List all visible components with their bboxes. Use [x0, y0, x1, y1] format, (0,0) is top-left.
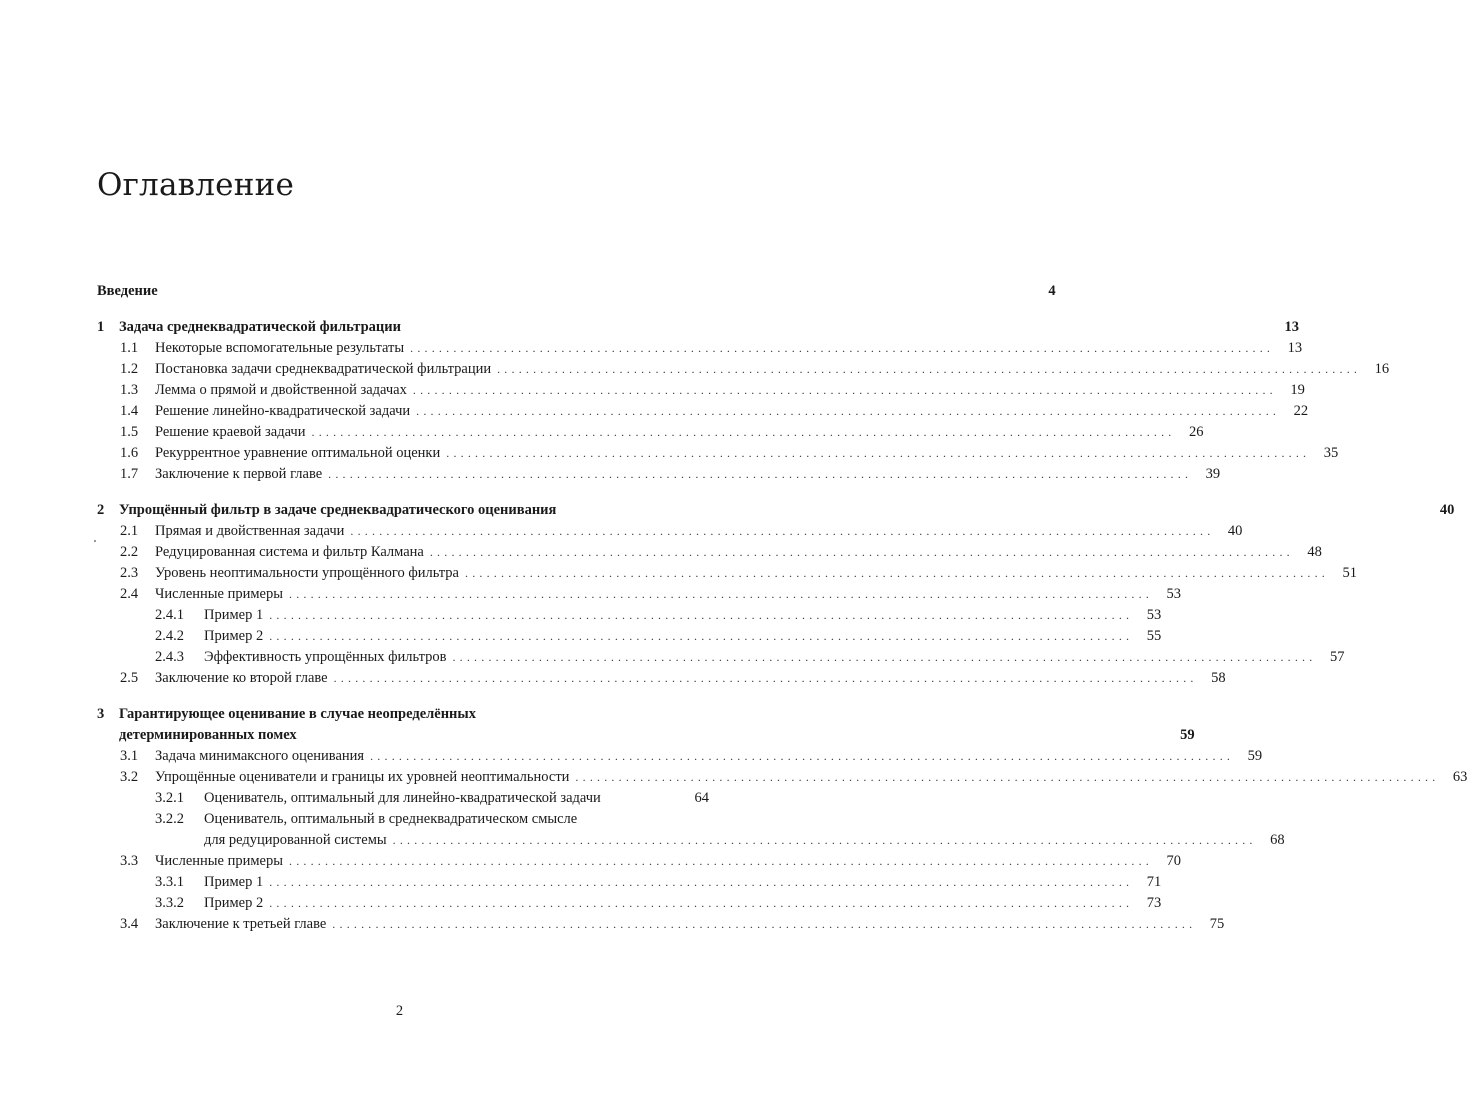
toc-entry-number: 3.2.1: [155, 790, 184, 806]
leader-dots: ........................................................................................................................: [269, 896, 1134, 910]
toc-entry-number: 1: [97, 319, 105, 335]
toc-entry-page: 75: [1209, 916, 1225, 932]
toc-entry-number: 1.1: [120, 340, 139, 356]
toc-entry-subsection[interactable]: [97, 872, 1162, 892]
toc-entry-page: 13: [1287, 340, 1303, 356]
toc-entry-page: 35: [1323, 445, 1339, 461]
toc-entry-number: 3.2.2: [155, 811, 184, 827]
toc-entry-subsection[interactable]: [97, 788, 709, 808]
toc-entry-page: 13: [1284, 319, 1299, 335]
toc-entry-label: Оцениватель, оптимальный в среднеквадратическом смысле: [204, 811, 578, 827]
toc-entry-page: 59: [1180, 727, 1195, 743]
toc-entry-label: Лемма о прямой и двойственной задачах: [155, 382, 407, 398]
toc-entry-section[interactable]: [97, 542, 1322, 562]
toc-entry-label: Заключение ко второй главе: [155, 670, 328, 686]
toc-entry-label: Рекуррентное уравнение оптимальной оценки: [155, 445, 441, 461]
toc-entry-page: 59: [1247, 748, 1263, 764]
toc-entry-label: Эффективность упрощённых фильтров: [204, 649, 447, 665]
toc-entry-page: 63: [1452, 769, 1467, 785]
toc-entry-label: Решение краевой задачи: [155, 424, 306, 440]
leader-dots: ........................................................................................................................: [289, 587, 1153, 601]
toc-entry-label: Задача среднеквадратической фильтрации: [119, 319, 401, 335]
toc-entry-label: Пример 1: [204, 607, 264, 623]
leader-dots: ........................................................................................................................: [332, 917, 1197, 931]
toc-entry-section[interactable]: [97, 380, 1305, 400]
toc-entry-label: Численные примеры: [155, 853, 283, 869]
page-title: Оглавление: [97, 167, 294, 203]
toc-entry-label: Некоторые вспомогательные результаты: [155, 340, 405, 356]
leader-dots: ........................................................................................................................: [269, 629, 1134, 643]
leader-dots: ........................................................................................................................: [269, 875, 1134, 889]
toc-entry-section[interactable]: [97, 851, 1181, 871]
toc-entry-label: Пример 2: [204, 628, 264, 644]
leader-dots: ........................................................................................................................: [370, 749, 1235, 763]
toc-entry-label: Гарантирующее оценивание в случае неопределённых: [119, 706, 476, 722]
toc-entry-number: 1.7: [120, 466, 139, 482]
toc-entry-number: 3.2: [120, 769, 139, 785]
toc-entry-label: для редуцированной системы: [204, 832, 387, 848]
toc-entry-number: 2.5: [120, 670, 139, 686]
toc-entry-section[interactable]: [97, 746, 1263, 766]
toc-entry-number: 3.3.1: [155, 874, 184, 890]
toc-entry-label: детерминированных помех: [119, 727, 297, 743]
leader-dots: ........................................................................................................................: [269, 608, 1134, 622]
toc-entry-section[interactable]: [97, 422, 1204, 442]
toc-entry-section[interactable]: [97, 767, 1467, 787]
leader-dots: ........................................................................................................................: [416, 404, 1281, 418]
toc-entry-number: 2.4.2: [155, 628, 184, 644]
toc-entry-page: 40: [1439, 502, 1455, 518]
toc-entry-label: Введение: [97, 283, 158, 299]
toc-entry-page: 68: [1270, 832, 1285, 848]
toc-entry-chapter-3-continued[interactable]: [97, 725, 1195, 745]
toc-entry-page: 51: [1342, 565, 1357, 581]
toc-entry-number: 2: [97, 502, 105, 518]
toc-entry-introduction[interactable]: [97, 281, 1056, 301]
toc-entry-number: 3.3.2: [155, 895, 184, 911]
toc-entry-page: 16: [1374, 361, 1390, 377]
page-number: 2: [395, 1003, 404, 1019]
toc-entry-subsection[interactable]: [97, 605, 1162, 625]
toc-entry-number: 1.5: [120, 424, 139, 440]
toc-entry-number: 1.4: [120, 403, 139, 419]
leader-dots: ........................................................................................................................: [328, 467, 1193, 481]
toc-entry-section[interactable]: [97, 521, 1243, 541]
toc-entry-label: Упрощённые оцениватели и границы их уровней неоптимальности: [155, 769, 570, 785]
toc-entry-subsection[interactable]: [97, 809, 709, 829]
toc-entry-subsection[interactable]: [97, 626, 1162, 646]
toc-entry-label: Прямая и двойственная задачи: [155, 523, 345, 539]
scan-speck: [94, 540, 96, 542]
toc-entry-label: Упрощённый фильтр в задаче среднеквадратического оценивания: [119, 502, 557, 518]
toc-entry-page: 40: [1227, 523, 1243, 539]
toc-entry-number: 2.1: [120, 523, 139, 539]
toc-entry-page: 55: [1146, 628, 1162, 644]
toc-entry-chapter-2[interactable]: [97, 500, 1455, 520]
toc-entry-section[interactable]: [97, 464, 1221, 484]
toc-entry-page: 71: [1146, 874, 1162, 890]
toc-entry-section[interactable]: [97, 584, 1181, 604]
leader-dots: ........................................................................................................................: [452, 650, 1317, 664]
leader-dots: ........................................................................................................................: [289, 854, 1153, 868]
toc-entry-number: 1.6: [120, 445, 139, 461]
leader-dots: ........................................................................................................................: [575, 770, 1440, 784]
toc-entry-section[interactable]: [97, 563, 1357, 583]
toc-entry-number: 2.4.3: [155, 649, 184, 665]
toc-entry-section[interactable]: [97, 668, 1226, 688]
toc-entry-page: 53: [1166, 586, 1181, 602]
toc-entry-page: 57: [1329, 649, 1345, 665]
toc-entry-page: 22: [1293, 403, 1309, 419]
toc-entry-number: 1.2: [120, 361, 139, 377]
leader-dots: ........................................................................................................................: [465, 566, 1329, 580]
toc-entry-subsection[interactable]: [97, 647, 1345, 667]
toc-entry-page: 70: [1166, 853, 1181, 869]
toc-entry-number: 2.4: [120, 586, 139, 602]
toc-entry-number: 2.4.1: [155, 607, 184, 623]
toc-entry-page: 48: [1307, 544, 1322, 560]
toc-entry-section[interactable]: [97, 443, 1339, 463]
toc-entry-number: 3.3: [120, 853, 139, 869]
toc-entry-page: 58: [1211, 670, 1226, 686]
toc-entry-section[interactable]: [97, 359, 1390, 379]
leader-dots: ........................................................................................................................: [412, 383, 1277, 397]
leader-dots: ........................................................................................................................: [429, 545, 1294, 559]
leader-dots: ........................................................................................................................: [350, 524, 1215, 538]
leader-dots: ........................................................................................................................: [446, 446, 1311, 460]
toc-entry-number: 3.4: [120, 916, 139, 932]
toc-entry-label: Пример 1: [204, 874, 264, 890]
toc-entry-page: 19: [1290, 382, 1305, 398]
toc-entry-label: Оцениватель, оптимальный для линейно-квадратической задачи: [204, 790, 601, 806]
toc-entry-page: 73: [1146, 895, 1162, 911]
leader-dots: ........................................................................................................................: [497, 362, 1362, 376]
toc-entry-number: 3.1: [120, 748, 139, 764]
toc-entry-label: Редуцированная система и фильтр Калмана: [155, 544, 424, 560]
toc-entry-label: Уровень неоптимальности упрощённого фильтра: [155, 565, 459, 581]
leader-dots: ........................................................................................................................: [392, 833, 1257, 847]
toc-entry-label: Численные примеры: [155, 586, 283, 602]
toc-entry-label: Постановка задачи среднеквадратической фильтрации: [155, 361, 492, 377]
toc-entry-section[interactable]: [97, 401, 1309, 421]
toc-entry-number: 2.2: [120, 544, 139, 560]
toc-entry-number: 3: [97, 706, 105, 722]
toc-entry-subsection-continued[interactable]: [97, 830, 1285, 850]
toc-entry-subsection[interactable]: [97, 893, 1162, 913]
toc-entry-label: Заключение к первой главе: [155, 466, 323, 482]
toc-entry-number: 2.3: [120, 565, 139, 581]
toc-entry-page: 26: [1189, 424, 1204, 440]
toc-entry-label: Пример 2: [204, 895, 264, 911]
toc-entry-label: Решение линейно-квадратической задачи: [155, 403, 411, 419]
leader-dots: ........................................................................................................................: [311, 425, 1176, 439]
toc-entry-page: 53: [1146, 607, 1162, 623]
toc-entry-section[interactable]: [97, 338, 1303, 358]
toc-entry-page: 64: [694, 790, 709, 806]
leader-dots: ........................................................................................................................: [333, 671, 1198, 685]
toc-entry-chapter-1[interactable]: [97, 317, 1299, 337]
toc-entry-section[interactable]: [97, 914, 1225, 934]
toc-entry-page: 4: [1048, 283, 1056, 299]
toc-entry-label: Задача минимаксного оценивания: [155, 748, 365, 764]
toc-entry-chapter-3[interactable]: [97, 704, 709, 724]
toc-entry-label: Заключение к третьей главе: [155, 916, 327, 932]
toc-entry-page: 39: [1205, 466, 1221, 482]
toc-entry-number: 1.3: [120, 382, 139, 398]
leader-dots: ........................................................................................................................: [410, 341, 1275, 355]
